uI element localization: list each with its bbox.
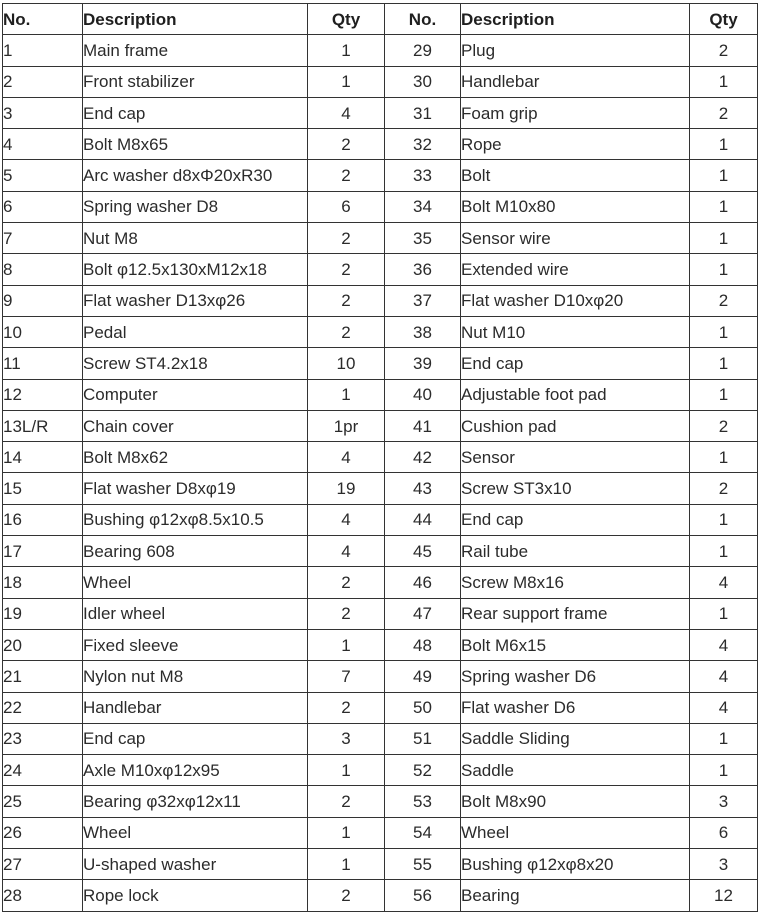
header-row xyxy=(3,4,758,35)
part-description: Handlebar xyxy=(461,66,690,97)
part-qty: 1 xyxy=(690,160,758,191)
part-number: 35 xyxy=(385,223,461,254)
part-qty: 3 xyxy=(690,849,758,880)
table-row xyxy=(3,536,758,567)
part-number: 39 xyxy=(385,348,461,379)
part-number: 2 xyxy=(3,66,83,97)
part-number: 26 xyxy=(3,817,83,848)
part-number: 16 xyxy=(3,504,83,535)
table-row xyxy=(3,567,758,598)
header-description: Description xyxy=(83,4,308,35)
part-number: 5 xyxy=(3,160,83,191)
part-qty: 1 xyxy=(690,536,758,567)
part-description: Rope lock xyxy=(83,880,308,911)
table-row xyxy=(3,35,758,66)
part-number: 47 xyxy=(385,598,461,629)
part-number: 4 xyxy=(3,129,83,160)
part-description: Bolt M8x65 xyxy=(83,129,308,160)
part-number: 33 xyxy=(385,160,461,191)
part-description: End cap xyxy=(83,723,308,754)
table-row xyxy=(3,66,758,97)
part-qty: 1 xyxy=(690,191,758,222)
part-description: Bolt M8x62 xyxy=(83,442,308,473)
table-row xyxy=(3,598,758,629)
part-description: Bushing φ12xφ8x20 xyxy=(461,849,690,880)
table-row xyxy=(3,661,758,692)
header-qty: Qty xyxy=(308,4,385,35)
part-number: 22 xyxy=(3,692,83,723)
part-qty: 2 xyxy=(308,316,385,347)
part-number: 53 xyxy=(385,786,461,817)
part-qty: 2 xyxy=(690,97,758,128)
part-description: Front stabilizer xyxy=(83,66,308,97)
part-number: 3 xyxy=(3,97,83,128)
part-number: 56 xyxy=(385,880,461,911)
part-description: Spring washer D6 xyxy=(461,661,690,692)
part-description: Cushion pad xyxy=(461,410,690,441)
part-qty: 1 xyxy=(690,442,758,473)
part-number: 42 xyxy=(385,442,461,473)
part-description: Flat washer D6 xyxy=(461,692,690,723)
part-qty: 1 xyxy=(308,35,385,66)
table-row xyxy=(3,473,758,504)
part-qty: 1 xyxy=(690,129,758,160)
part-number: 8 xyxy=(3,254,83,285)
part-qty: 2 xyxy=(308,880,385,911)
part-qty: 1 xyxy=(308,629,385,660)
part-number: 21 xyxy=(3,661,83,692)
part-description: Rear support frame xyxy=(461,598,690,629)
part-description: Bearing φ32xφ12x11 xyxy=(83,786,308,817)
part-qty: 1 xyxy=(308,849,385,880)
part-description: Spring washer D8 xyxy=(83,191,308,222)
table-row xyxy=(3,880,758,911)
part-description: Main frame xyxy=(83,35,308,66)
part-description: Wheel xyxy=(83,567,308,598)
part-description: Bolt M8x90 xyxy=(461,786,690,817)
part-number: 34 xyxy=(385,191,461,222)
part-description: Flat washer D8xφ19 xyxy=(83,473,308,504)
part-number: 28 xyxy=(3,880,83,911)
part-qty: 6 xyxy=(308,191,385,222)
part-description: Nut M8 xyxy=(83,223,308,254)
part-description: End cap xyxy=(83,97,308,128)
header-description-right: Description xyxy=(461,4,690,35)
part-description: Rail tube xyxy=(461,536,690,567)
table-row xyxy=(3,160,758,191)
part-description: U-shaped washer xyxy=(83,849,308,880)
part-qty: 1 xyxy=(308,379,385,410)
part-qty: 2 xyxy=(308,598,385,629)
part-description: Arc washer d8xΦ20xR30 xyxy=(83,160,308,191)
part-qty: 6 xyxy=(690,817,758,848)
part-qty: 2 xyxy=(308,567,385,598)
part-qty: 3 xyxy=(308,723,385,754)
part-qty: 19 xyxy=(308,473,385,504)
part-number: 52 xyxy=(385,755,461,786)
part-description: End cap xyxy=(461,504,690,535)
part-number: 36 xyxy=(385,254,461,285)
part-description: Screw M8x16 xyxy=(461,567,690,598)
part-number: 15 xyxy=(3,473,83,504)
part-qty: 4 xyxy=(690,692,758,723)
part-number: 54 xyxy=(385,817,461,848)
parts-body xyxy=(3,35,758,911)
part-description: Foam grip xyxy=(461,97,690,128)
part-description: Bolt M6x15 xyxy=(461,629,690,660)
part-qty: 2 xyxy=(690,473,758,504)
part-qty: 4 xyxy=(690,661,758,692)
table-row xyxy=(3,692,758,723)
part-qty: 2 xyxy=(308,692,385,723)
part-number: 55 xyxy=(385,849,461,880)
part-number: 29 xyxy=(385,35,461,66)
header-no-right: No. xyxy=(385,4,461,35)
table-row xyxy=(3,223,758,254)
part-qty: 3 xyxy=(690,786,758,817)
part-number: 1 xyxy=(3,35,83,66)
part-number: 25 xyxy=(3,786,83,817)
part-number: 19 xyxy=(3,598,83,629)
part-description: Flat washer D13xφ26 xyxy=(83,285,308,316)
part-number: 20 xyxy=(3,629,83,660)
part-number: 44 xyxy=(385,504,461,535)
part-description: Bearing 608 xyxy=(83,536,308,567)
part-qty: 2 xyxy=(690,285,758,316)
part-description: Handlebar xyxy=(83,692,308,723)
part-qty: 2 xyxy=(690,35,758,66)
table-row xyxy=(3,191,758,222)
part-qty: 2 xyxy=(308,223,385,254)
part-number: 41 xyxy=(385,410,461,441)
part-qty: 4 xyxy=(308,504,385,535)
part-qty: 1 xyxy=(690,723,758,754)
part-qty: 2 xyxy=(308,129,385,160)
part-number: 43 xyxy=(385,473,461,504)
table-row xyxy=(3,254,758,285)
part-description: End cap xyxy=(461,348,690,379)
part-number: 45 xyxy=(385,536,461,567)
part-number: 11 xyxy=(3,348,83,379)
table-row xyxy=(3,97,758,128)
part-description: Bushing φ12xφ8.5x10.5 xyxy=(83,504,308,535)
part-number: 7 xyxy=(3,223,83,254)
part-qty: 2 xyxy=(308,285,385,316)
part-number: 38 xyxy=(385,316,461,347)
table-row xyxy=(3,316,758,347)
part-description: Plug xyxy=(461,35,690,66)
part-description: Bolt xyxy=(461,160,690,191)
part-description: Bolt φ12.5x130xM12x18 xyxy=(83,254,308,285)
part-description: Sensor wire xyxy=(461,223,690,254)
table-row xyxy=(3,285,758,316)
table-row xyxy=(3,348,758,379)
header-no: No. xyxy=(3,4,83,35)
part-description: Bolt M10x80 xyxy=(461,191,690,222)
table-row xyxy=(3,129,758,160)
part-qty: 1 xyxy=(308,817,385,848)
part-number: 12 xyxy=(3,379,83,410)
part-description: Flat washer D10xφ20 xyxy=(461,285,690,316)
part-qty: 1 xyxy=(690,66,758,97)
part-description: Rope xyxy=(461,129,690,160)
part-description: Axle M10xφ12x95 xyxy=(83,755,308,786)
part-description: Pedal xyxy=(83,316,308,347)
part-qty: 4 xyxy=(308,442,385,473)
part-qty: 7 xyxy=(308,661,385,692)
part-description: Sensor xyxy=(461,442,690,473)
part-number: 49 xyxy=(385,661,461,692)
part-description: Wheel xyxy=(83,817,308,848)
parts-list-table xyxy=(2,3,758,912)
table-row xyxy=(3,410,758,441)
part-qty: 1 xyxy=(690,379,758,410)
part-qty: 4 xyxy=(690,567,758,598)
part-number: 46 xyxy=(385,567,461,598)
part-qty: 1 xyxy=(690,755,758,786)
part-qty: 4 xyxy=(308,536,385,567)
table-row xyxy=(3,504,758,535)
part-description: Saddle xyxy=(461,755,690,786)
part-description: Extended wire xyxy=(461,254,690,285)
part-qty: 1pr xyxy=(308,410,385,441)
part-number: 10 xyxy=(3,316,83,347)
part-qty: 1 xyxy=(690,348,758,379)
part-description: Idler wheel xyxy=(83,598,308,629)
part-qty: 2 xyxy=(308,254,385,285)
table-row xyxy=(3,849,758,880)
part-number: 18 xyxy=(3,567,83,598)
part-number: 24 xyxy=(3,755,83,786)
part-qty: 1 xyxy=(690,223,758,254)
part-description: Screw ST4.2x18 xyxy=(83,348,308,379)
table-row xyxy=(3,723,758,754)
part-qty: 12 xyxy=(690,880,758,911)
part-number: 50 xyxy=(385,692,461,723)
part-number: 30 xyxy=(385,66,461,97)
part-qty: 2 xyxy=(308,160,385,191)
part-description: Saddle Sliding xyxy=(461,723,690,754)
table-row xyxy=(3,629,758,660)
part-description: Adjustable foot pad xyxy=(461,379,690,410)
part-number: 14 xyxy=(3,442,83,473)
part-description: Bearing xyxy=(461,880,690,911)
part-number: 31 xyxy=(385,97,461,128)
part-qty: 1 xyxy=(690,598,758,629)
part-number: 9 xyxy=(3,285,83,316)
part-number: 51 xyxy=(385,723,461,754)
part-description: Computer xyxy=(83,379,308,410)
part-number: 13L/R xyxy=(3,410,83,441)
part-number: 48 xyxy=(385,629,461,660)
part-qty: 1 xyxy=(308,755,385,786)
part-number: 37 xyxy=(385,285,461,316)
table-row xyxy=(3,817,758,848)
part-qty: 1 xyxy=(690,316,758,347)
part-qty: 4 xyxy=(308,97,385,128)
part-number: 40 xyxy=(385,379,461,410)
part-description: Chain cover xyxy=(83,410,308,441)
part-description: Nylon nut M8 xyxy=(83,661,308,692)
part-qty: 1 xyxy=(690,254,758,285)
part-qty: 2 xyxy=(690,410,758,441)
table-row xyxy=(3,755,758,786)
table-row xyxy=(3,442,758,473)
part-description: Screw ST3x10 xyxy=(461,473,690,504)
part-number: 17 xyxy=(3,536,83,567)
part-description: Nut M10 xyxy=(461,316,690,347)
part-qty: 4 xyxy=(690,629,758,660)
part-qty: 1 xyxy=(308,66,385,97)
part-number: 32 xyxy=(385,129,461,160)
part-description: Wheel xyxy=(461,817,690,848)
part-qty: 10 xyxy=(308,348,385,379)
table-row xyxy=(3,379,758,410)
part-number: 23 xyxy=(3,723,83,754)
part-number: 27 xyxy=(3,849,83,880)
part-number: 6 xyxy=(3,191,83,222)
part-description: Fixed sleeve xyxy=(83,629,308,660)
part-qty: 1 xyxy=(690,504,758,535)
part-qty: 2 xyxy=(308,786,385,817)
header-qty-right: Qty xyxy=(690,4,758,35)
table-row xyxy=(3,786,758,817)
